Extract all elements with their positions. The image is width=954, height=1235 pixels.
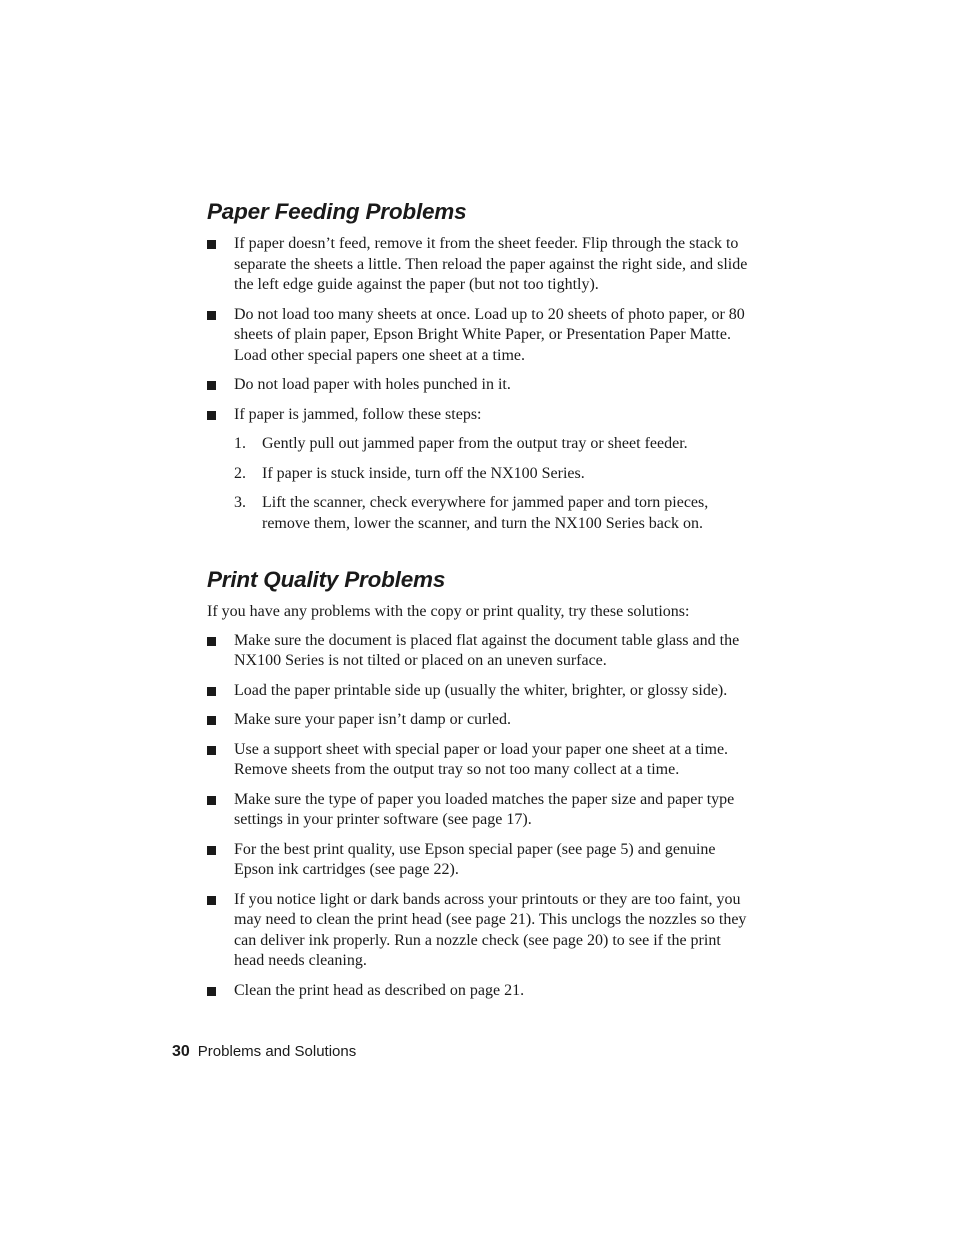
bullet-square-icon [207,846,216,855]
step-item [234,464,752,485]
bullet-square-icon [207,796,216,805]
list-item [207,375,752,396]
page-content [207,198,752,1010]
step-item [234,493,752,534]
list-item-text: If paper is jammed, follow these steps: [234,405,482,423]
list-item [207,234,752,296]
list-item [207,305,752,367]
list-item [207,790,752,831]
list-item-text: Make sure your paper isn’t damp or curled. [234,711,511,728]
list-item [207,631,752,672]
step-text: Lift the scanner, check everywhere for jammed paper and torn pieces, remove them, lower the scanner, and turn the NX100 Series back on. [262,494,709,532]
jam-steps-list [234,434,752,534]
list-item-text: Do not load paper with holes punched in it. [234,376,511,393]
step-number: 3. [234,494,246,511]
bullet-square-icon [207,687,216,696]
bullet-square-icon [207,411,216,420]
step-text: Gently pull out jammed paper from the output tray or sheet feeder. [262,435,688,452]
list-item [207,405,752,426]
footer-section-title: Problems and Solutions [197,1043,357,1060]
bullet-square-icon [207,240,216,249]
section-title-print-quality: Print Quality Problems [207,567,446,592]
list-item [207,681,752,702]
list-item-text: Clean the print head as described on page 21. [234,981,525,999]
step-number: 1. [234,435,246,452]
step-item [234,434,752,455]
list-item-text: If you notice light or dark bands across your printouts or they are too faint, you may need to clean the print head (see page 21). This unclogs the nozzles so they can deliver ink properly. Run a nozzle check (see page 20) to see if the print head needs cleaning. [234,890,747,969]
list-item-text: Make sure the document is placed flat against the document table glass and the NX100 Series is not tilted or placed on an uneven surface. [234,631,740,669]
list-item-text: For the best print quality, use Epson special paper (see page 5) and genuine Epson ink cartridges (see page 22). [234,840,716,878]
print-quality-intro: If you have any problems with the copy or print quality, try these solutions: [207,603,690,620]
paper-feeding-list [207,234,752,425]
list-item [207,740,752,781]
list-item-text: Make sure the type of paper you loaded matches the paper size and paper type settings in your printer software (see page 17). [234,790,735,828]
bullet-square-icon [207,987,216,996]
page-number: 30 [172,1043,190,1060]
section-title-paper-feeding: Paper Feeding Problems [207,199,467,224]
list-item [207,981,752,1002]
bullet-square-icon [207,896,216,905]
bullet-square-icon [207,746,216,755]
step-text: If paper is stuck inside, turn off the NX100 Series. [262,464,585,482]
list-item-text: Do not load too many sheets at once. Load up to 20 sheets of photo paper, or 80 sheets of plain paper, Epson Bright White Paper, or Presentation Paper Matte. Load other special papers one sheet at a time. [234,305,745,364]
list-item [207,890,752,972]
step-number: 2. [234,464,246,482]
print-quality-list [207,631,752,1002]
list-item-text: Use a support sheet with special paper or load your paper one sheet at a time. Remove sheets from the output tray so not too many collect at a time. [234,740,729,778]
list-item [207,710,752,731]
list-item-text: If paper doesn’t feed, remove it from the sheet feeder. Flip through the stack to separate the sheets a little. Then reload the paper against the right side, and slide the left edge guide against the paper (but not too tightly). [234,235,748,293]
bullet-square-icon [207,716,216,725]
list-item-text: Load the paper printable side up (usually the whiter, brighter, or glossy side). [234,681,728,699]
bullet-square-icon [207,311,216,320]
bullet-square-icon [207,637,216,646]
list-item [207,840,752,881]
page-footer [172,1042,356,1062]
bullet-square-icon [207,381,216,390]
